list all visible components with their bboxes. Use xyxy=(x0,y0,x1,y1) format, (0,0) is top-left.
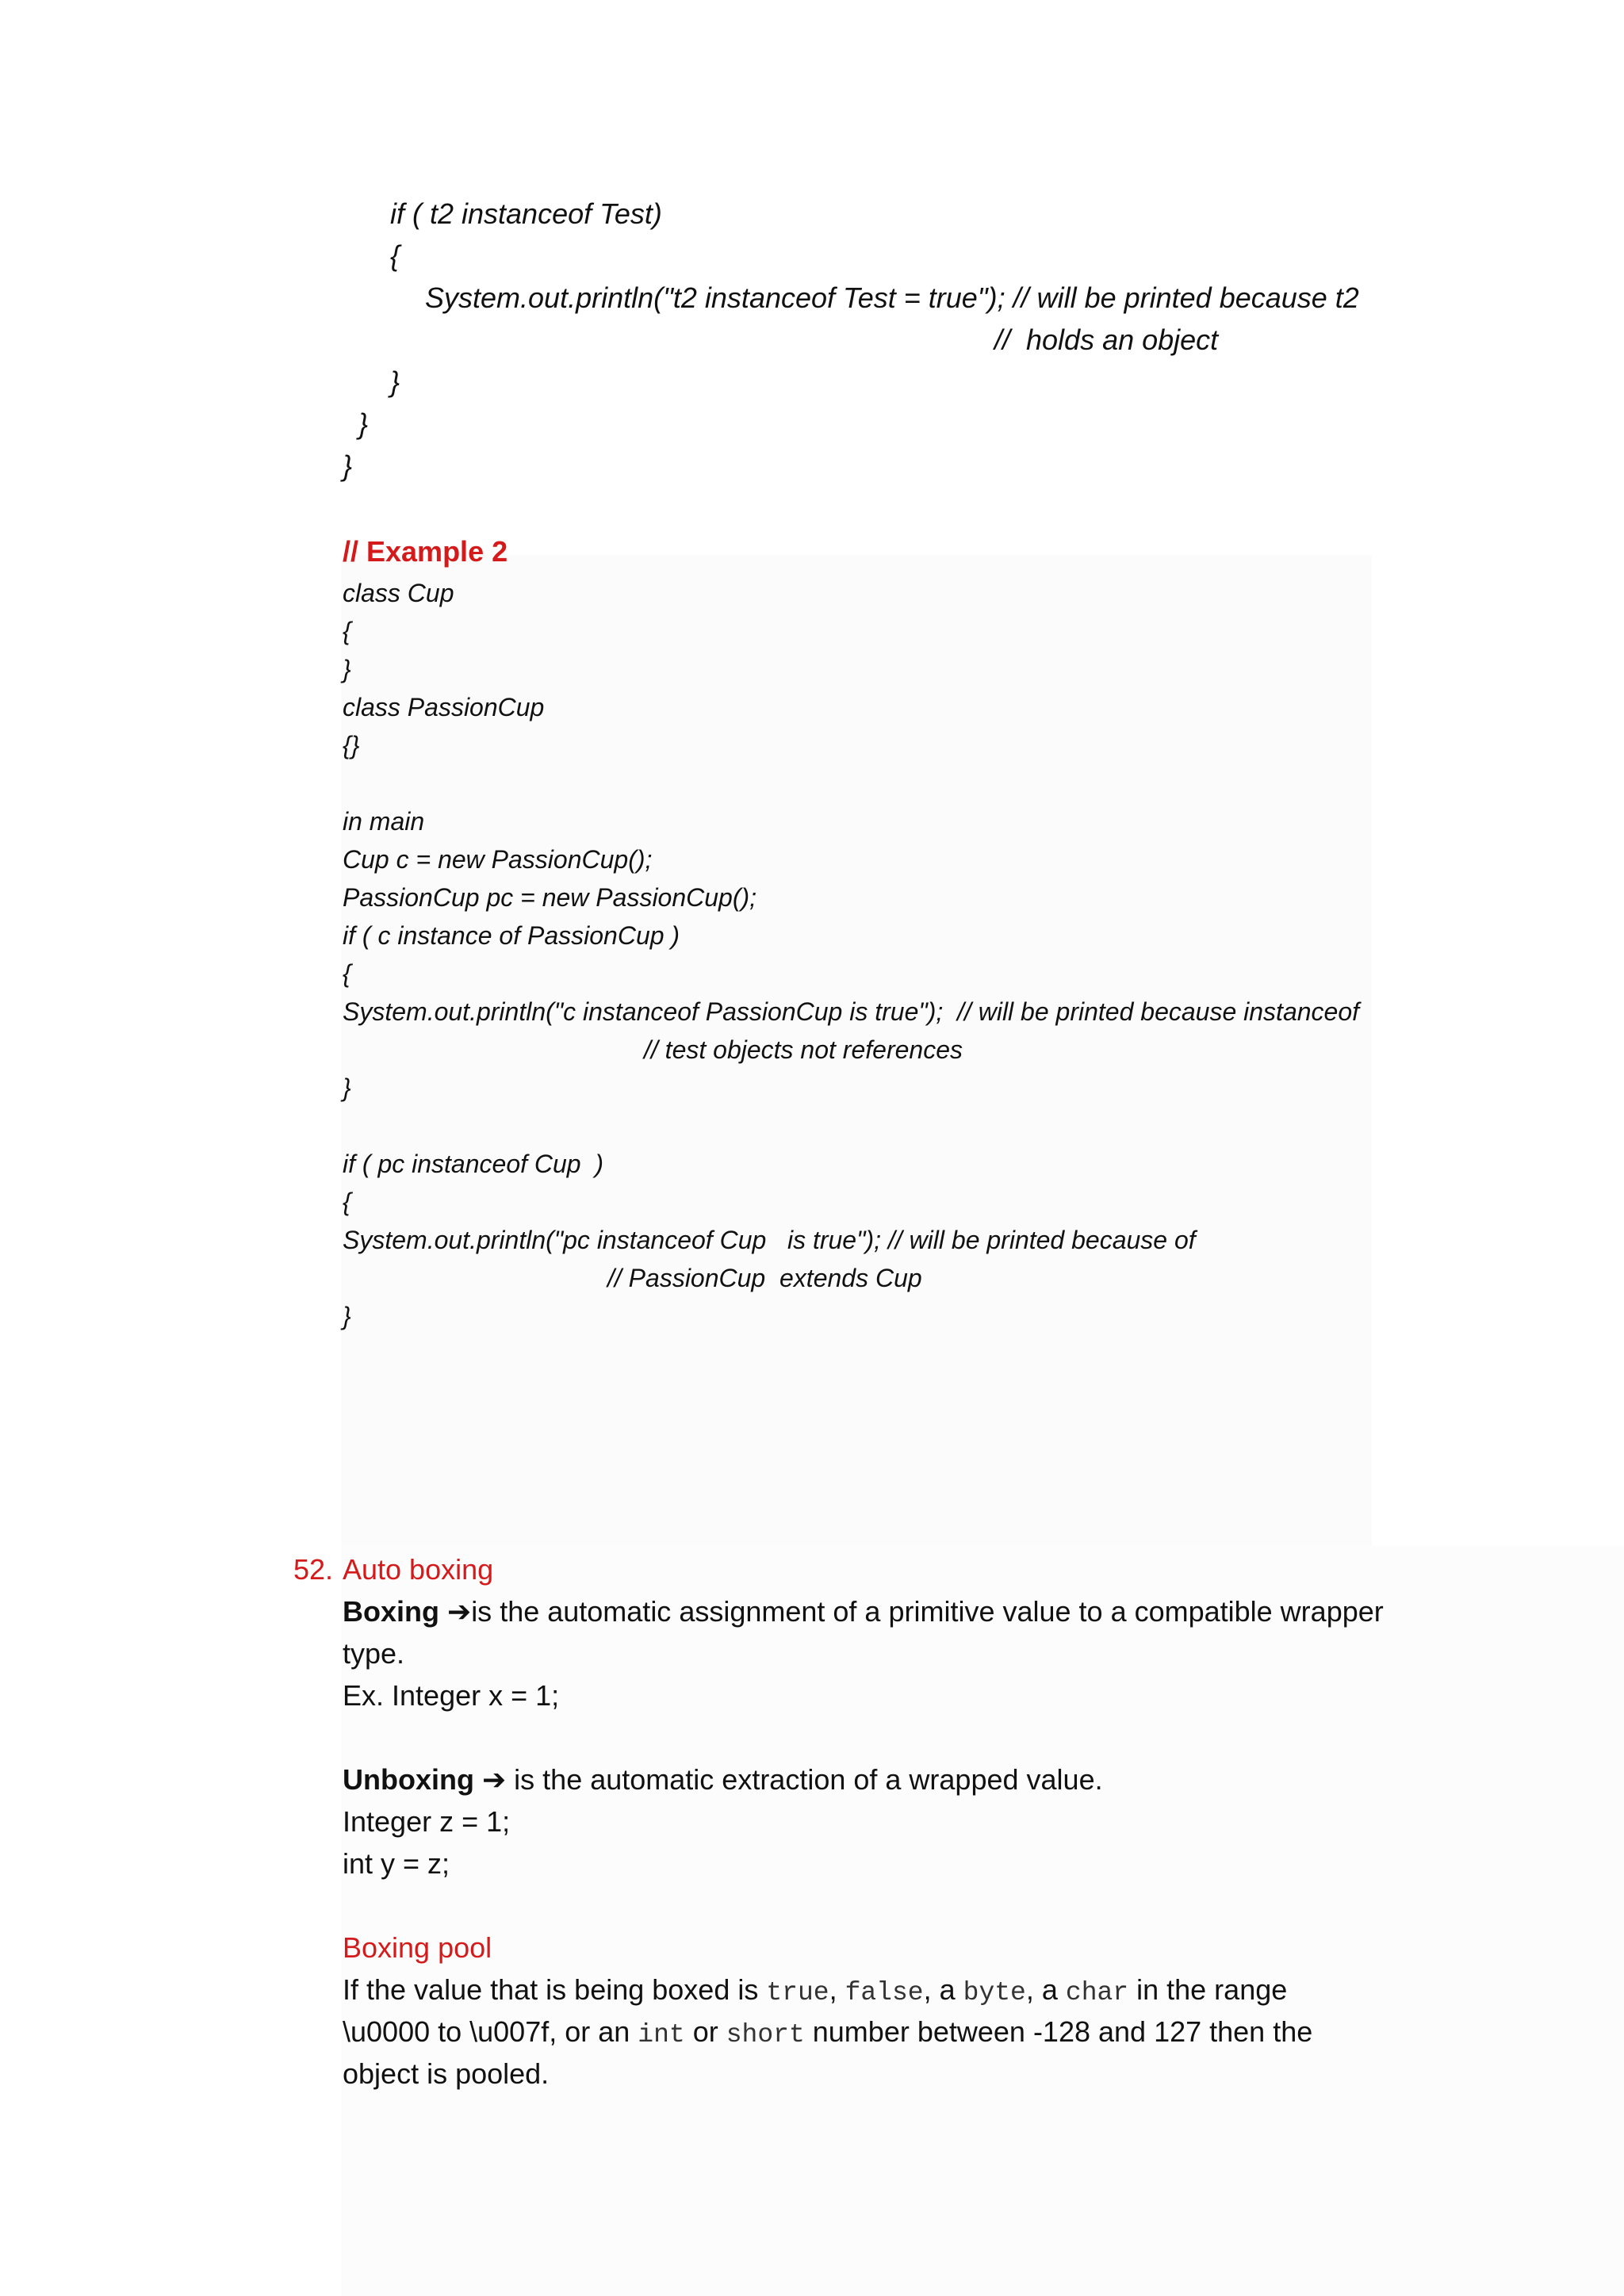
pool-paragraph-line-3: object is pooled. xyxy=(343,2057,550,2090)
section-number: 52. xyxy=(293,1553,334,1586)
section-title: Auto boxing xyxy=(343,1553,494,1586)
keyword-byte: byte xyxy=(963,1978,1026,2007)
code-comment: // PassionCup extends Cup xyxy=(607,1264,922,1292)
boxing-definition xyxy=(343,1594,1384,1629)
unboxing-definition xyxy=(343,1762,1103,1797)
code-comment: // test objects not references xyxy=(644,1035,963,1064)
code-line: { xyxy=(390,239,400,272)
unboxing-example-2: int y = z; xyxy=(343,1847,450,1880)
unboxing-definition-text: is the automatic extraction of a wrapped value. xyxy=(506,1763,1103,1796)
example-heading: // Example 2 xyxy=(343,535,508,568)
code-line: { xyxy=(343,617,351,645)
code-line: class PassionCup xyxy=(343,693,545,721)
keyword-true: true xyxy=(766,1978,829,2007)
code-line: } xyxy=(343,655,351,683)
boxing-definition-text: is the automatic assignment of a primitive value to a compatible wrapper xyxy=(471,1595,1384,1628)
code-line: in main xyxy=(343,807,425,836)
code-line: Cup c = new PassionCup(); xyxy=(343,845,653,874)
keyword-short: short xyxy=(726,2020,805,2049)
lower-background-panel xyxy=(341,1546,1624,2296)
pool-text: or xyxy=(684,2015,726,2048)
arrow-icon: ➔ xyxy=(447,1595,472,1628)
pool-text: in the range xyxy=(1128,1973,1288,2006)
boxing-example: Ex. Integer x = 1; xyxy=(343,1679,560,1712)
code-comment: // holds an object xyxy=(994,323,1219,356)
code-line: if ( c instance of PassionCup ) xyxy=(343,921,680,950)
code-line: } xyxy=(390,365,400,398)
code-line: { xyxy=(343,1188,351,1216)
boxing-pool-title: Boxing pool xyxy=(343,1931,492,1964)
unboxing-example-1: Integer z = 1; xyxy=(343,1805,511,1838)
boxing-definition-cont: type. xyxy=(343,1637,405,1670)
code-line: System.out.println("c instanceof PassionCup is true"); // will be printed because instanceof xyxy=(343,997,1360,1026)
pool-text: number between -128 and 127 then the xyxy=(804,2015,1313,2048)
pool-text: , a xyxy=(923,1973,963,2006)
keyword-false: false xyxy=(845,1978,924,2007)
code-line: System.out.println("pc instanceof Cup is true"); // will be printed because of xyxy=(343,1226,1196,1254)
code-line: if ( t2 instanceof Test) xyxy=(390,197,662,230)
boxing-term: Boxing xyxy=(343,1595,439,1628)
code-line: {} xyxy=(343,731,360,760)
arrow-icon: ➔ xyxy=(482,1763,507,1796)
code-line: class Cup xyxy=(343,579,454,607)
pool-text: , xyxy=(829,1973,845,2006)
code-line: } xyxy=(358,408,369,440)
code-line: PassionCup pc = new PassionCup(); xyxy=(343,883,757,912)
code-line: System.out.println("t2 instanceof Test = true"); // will be printed because t2 xyxy=(425,281,1359,314)
pool-text: , a xyxy=(1025,1973,1066,2006)
keyword-int: int xyxy=(638,2020,685,2049)
pool-text: \u0000 to \u007f, or an xyxy=(343,2015,638,2048)
code-line: if ( pc instanceof Cup ) xyxy=(343,1150,604,1178)
code-line: } xyxy=(343,1302,351,1330)
pool-paragraph-line-2 xyxy=(343,2015,1312,2053)
code-line: } xyxy=(343,450,353,482)
code-line: } xyxy=(343,1073,351,1102)
pool-paragraph-line-1 xyxy=(343,1973,1287,2011)
keyword-char: char xyxy=(1065,1978,1129,2007)
code-line: { xyxy=(343,959,351,988)
unboxing-term: Unboxing xyxy=(343,1763,474,1796)
pool-text: If the value that is being boxed is xyxy=(343,1973,767,2006)
